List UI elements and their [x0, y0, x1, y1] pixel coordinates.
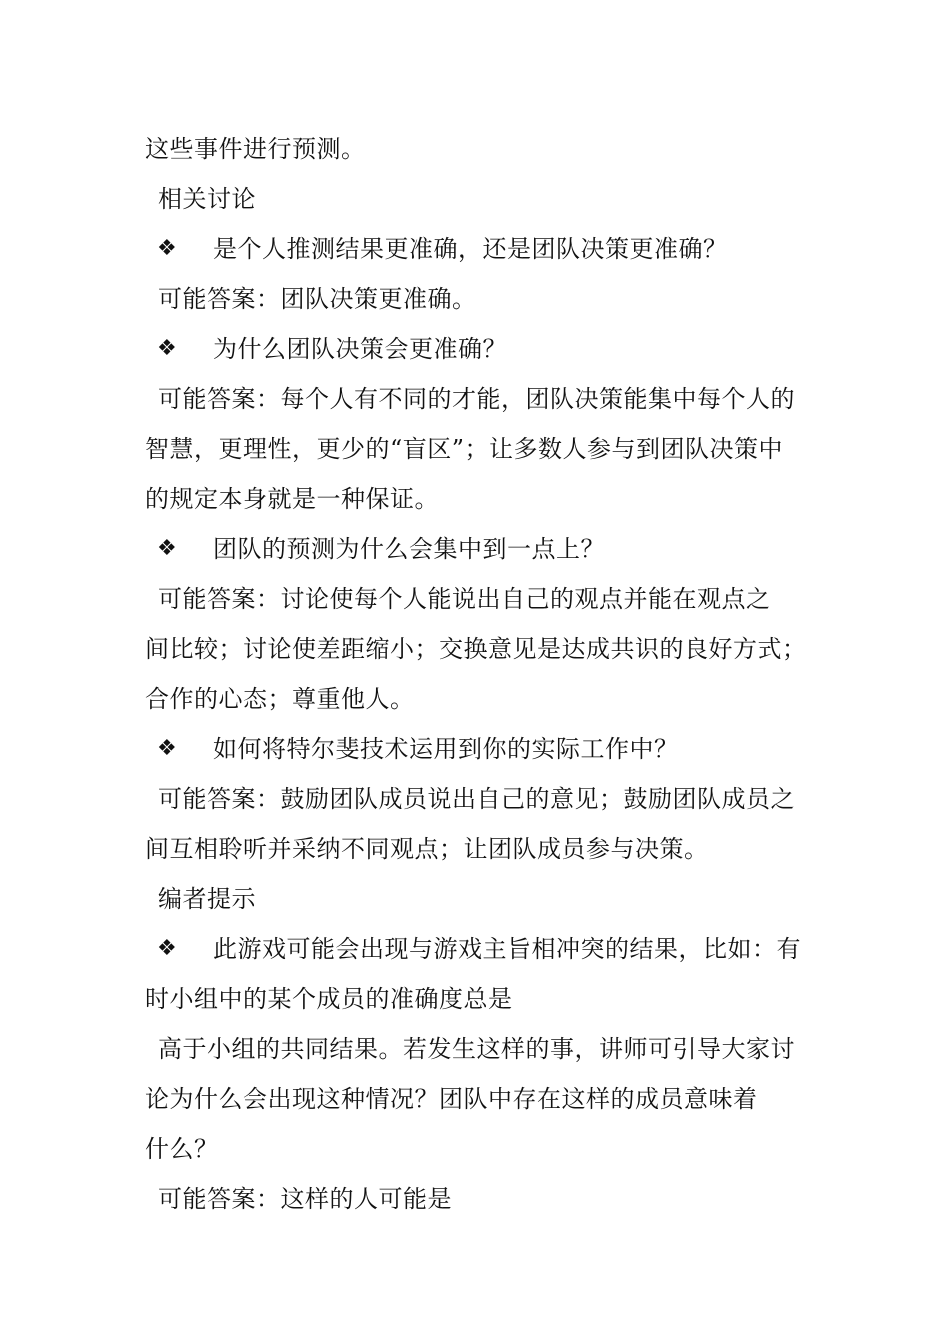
answer-2-line-2: 智慧，更理性，更少的“盲区”；让多数人参与到团队决策中: [145, 435, 784, 463]
question-1: 是个人推测结果更准确，还是团队决策更准确？: [213, 235, 728, 263]
question-3: 团队的预测为什么会集中到一点上？: [213, 535, 605, 563]
question-2: 为什么团队决策会更准确？: [213, 335, 507, 363]
bullet-diamond-icon: ❖: [157, 236, 177, 261]
section-heading-discussion: 相关讨论: [158, 185, 256, 213]
answer-3-line-2: 间比较；讨论使差距缩小；交换意见是达成共识的良好方式；: [145, 635, 807, 663]
note-line-1: 此游戏可能会出现与游戏主旨相冲突的结果，比如：有: [213, 935, 801, 963]
note-line-4: 论为什么会出现这种情况？团队中存在这样的成员意味着: [145, 1085, 758, 1113]
bullet-diamond-icon: ❖: [157, 736, 177, 761]
answer-3-line-3: 合作的心态；尊重他人。: [145, 685, 415, 713]
bullet-diamond-icon: ❖: [157, 936, 177, 961]
bullet-diamond-icon: ❖: [157, 336, 177, 361]
answer-2-line-3: 的规定本身就是一种保证。: [145, 485, 439, 513]
answer-1: 可能答案：团队决策更准确。: [158, 285, 477, 313]
bullet-diamond-icon: ❖: [157, 536, 177, 561]
answer-5: 可能答案：这样的人可能是: [158, 1185, 452, 1213]
question-4: 如何将特尔斐技术运用到你的实际工作中？: [213, 735, 679, 763]
answer-3-line-1: 可能答案：讨论使每个人能说出自己的观点并能在观点之: [158, 585, 771, 613]
note-line-5: 什么？: [145, 1135, 219, 1163]
text-line: 这些事件进行预测。: [145, 135, 366, 163]
section-heading-editor-notes: 编者提示: [158, 885, 256, 913]
answer-4-line-1: 可能答案：鼓励团队成员说出自己的意见；鼓励团队成员之: [158, 785, 795, 813]
answer-2-line-1: 可能答案：每个人有不同的才能，团队决策能集中每个人的: [158, 385, 795, 413]
note-line-2: 时小组中的某个成员的准确度总是: [145, 985, 513, 1013]
answer-4-line-2: 间互相聆听并采纳不同观点；让团队成员参与决策。: [145, 835, 709, 863]
note-line-3: 高于小组的共同结果。若发生这样的事，讲师可引导大家讨: [158, 1035, 795, 1063]
